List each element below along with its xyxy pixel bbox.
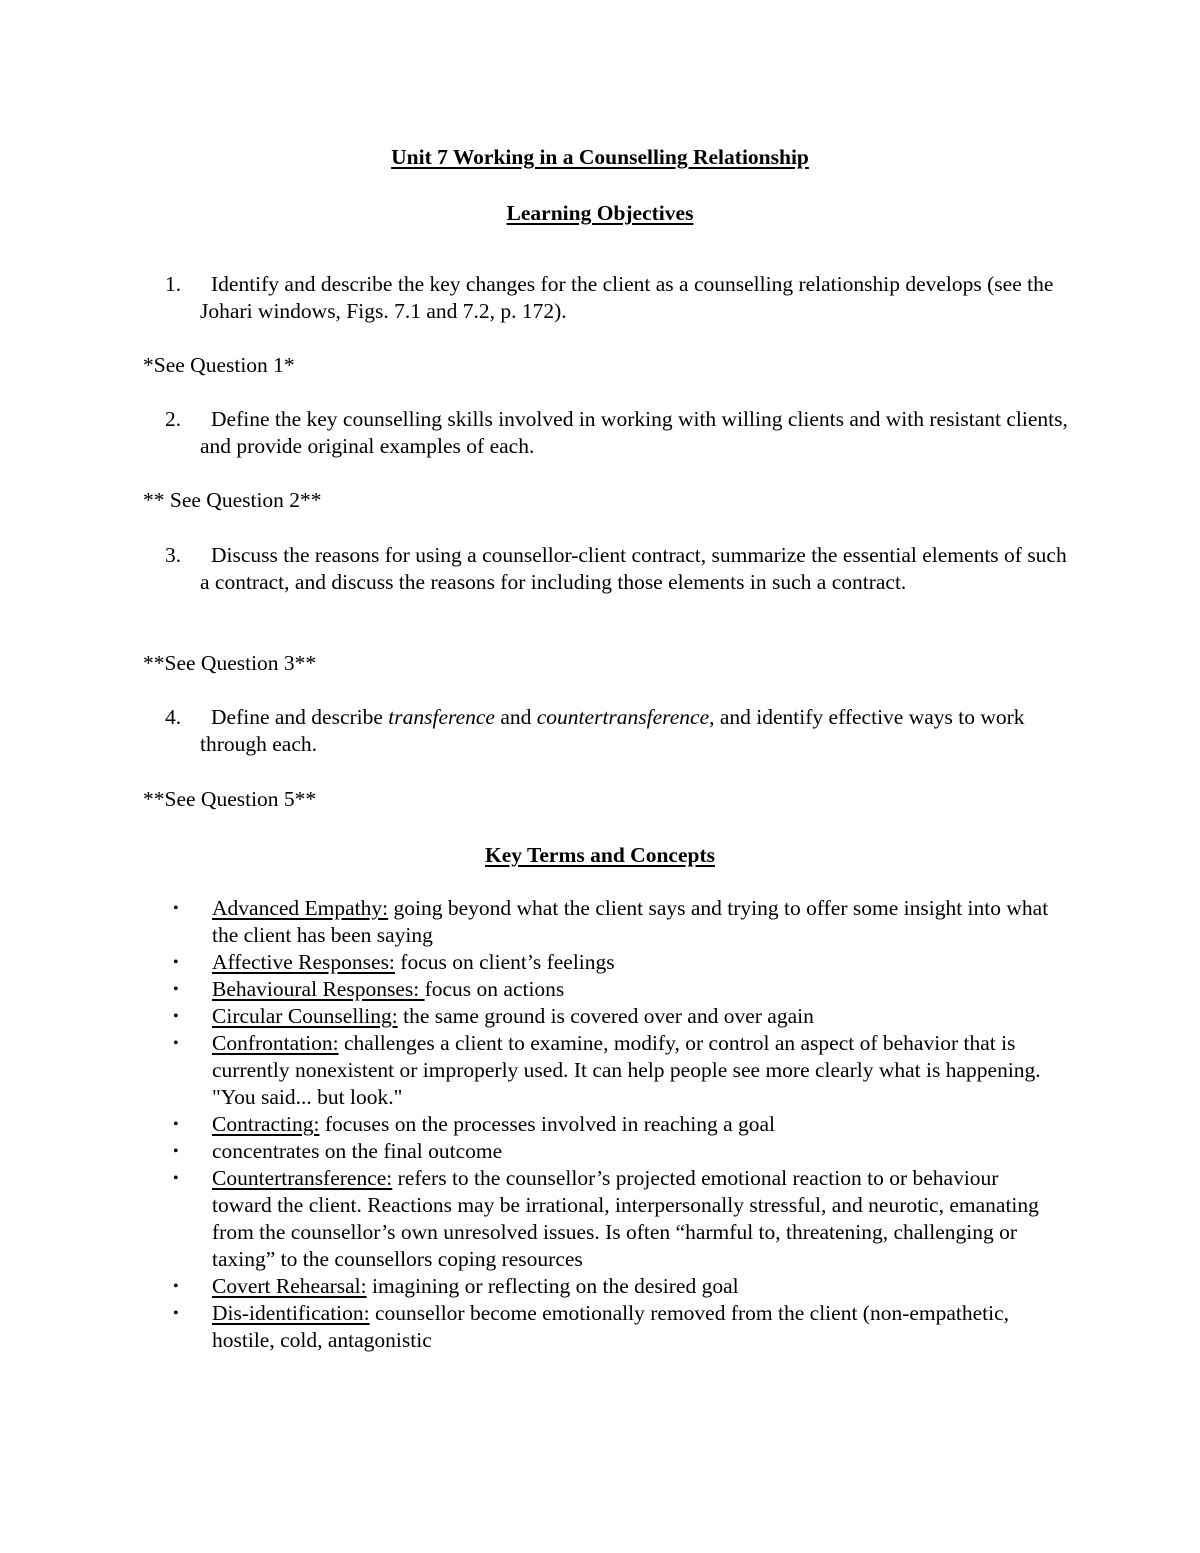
objective-text: Define and describe transference and countertransference, and identify effective ways to work through each. [200, 705, 1025, 756]
term-item [0, 1030, 1062, 1111]
term-definition: imagining or reflecting on the desired goal [366, 1274, 739, 1298]
bullet-icon: • [173, 1305, 179, 1322]
term-name: Dis-identification: [212, 1301, 370, 1325]
term-item [0, 1138, 1062, 1165]
term-definition: focus on client’s feelings [394, 950, 615, 974]
bullet-icon: • [173, 900, 179, 917]
term-name: Countertransference: [212, 1166, 393, 1190]
bullet-icon: • [173, 1035, 179, 1052]
objective-text: Identify and describe the key changes for the client as a counselling relationship develops (see the Johari windows, Figs. 7.1 and 7.2, p. 172). [200, 272, 1054, 323]
term-definition: focus on actions [424, 977, 565, 1001]
term-item [0, 1165, 1062, 1273]
terms-list [0, 895, 1200, 1354]
objective-number: 2. [165, 407, 182, 431]
objective-number: 4. [165, 705, 182, 729]
term-item [0, 1111, 1062, 1138]
bullet-icon: • [173, 1278, 179, 1295]
page-title: Unit 7 Working in a Counselling Relationship [391, 145, 809, 169]
objective-note-3: **See Question 3** [143, 651, 317, 675]
term-definition: concentrates on the final outcome [212, 1139, 503, 1163]
objective-note-2: ** See Question 2** [143, 488, 322, 512]
bullet-icon: • [173, 954, 179, 971]
objective-text: Define the key counselling skills involved in working with willing clients and with resistant clients, and provide original examples of each. [200, 407, 1068, 458]
term-item [0, 976, 1062, 1003]
emphasis-term: countertransference [536, 705, 710, 729]
term-definition: focuses on the processes involved in reaching a goal [319, 1112, 776, 1136]
term-definition: challenges a client to examine, modify, or control an aspect of behavior that is currently nonexistent or improperly used. It can help people see more clearly what is happening. "You said... but look." [212, 1031, 1041, 1109]
term-definition: going beyond what the client says and trying to offer some insight into what the client has been saying [212, 896, 1049, 947]
objective-note-1: *See Question 1* [143, 353, 295, 377]
term-name: Affective Responses: [212, 950, 395, 974]
objective-number: 1. [165, 272, 182, 296]
term-item [0, 1003, 1062, 1030]
term-name: Circular Counselling: [212, 1004, 398, 1028]
objective-text: Discuss the reasons for using a counsellor-client contract, summarize the essential elements of such a contract, and discuss the reasons for including those elements in such a contract. [200, 543, 1067, 594]
term-item [0, 1273, 1062, 1300]
objectives-heading: Learning Objectives [506, 201, 694, 225]
term-name: Confrontation: [212, 1031, 339, 1055]
emphasis-term: transference [388, 705, 495, 729]
term-item [0, 1300, 1062, 1354]
term-name: Advanced Empathy: [212, 896, 389, 920]
term-name: Covert Rehearsal: [212, 1274, 367, 1298]
term-name: Behavioural Responses: [212, 977, 425, 1001]
term-item [0, 895, 1062, 949]
objective-number: 3. [165, 543, 182, 567]
objective-note-4: **See Question 5** [143, 787, 317, 811]
bullet-icon: • [173, 1116, 179, 1133]
terms-heading: Key Terms and Concepts [485, 843, 715, 867]
term-definition: refers to the counsellor’s projected emotional reaction to or behaviour toward the client. Reactions may be irrational, interpersonally stressful, and neurotic, emanating from the counsellor’s own unresolved issues. Is often “harmful to, threatening, challenging or taxing” to the counsellors coping resources [212, 1166, 1039, 1271]
bullet-icon: • [173, 981, 179, 998]
term-item [0, 949, 1062, 976]
term-definition: the same ground is covered over and over again [397, 1004, 814, 1028]
bullet-icon: • [173, 1143, 179, 1160]
term-name: Contracting: [212, 1112, 320, 1136]
bullet-icon: • [173, 1008, 179, 1025]
bullet-icon: • [173, 1170, 179, 1187]
term-definition: counsellor become emotionally removed from the client (non-empathetic, hostile, cold, antagonistic [212, 1301, 1010, 1352]
